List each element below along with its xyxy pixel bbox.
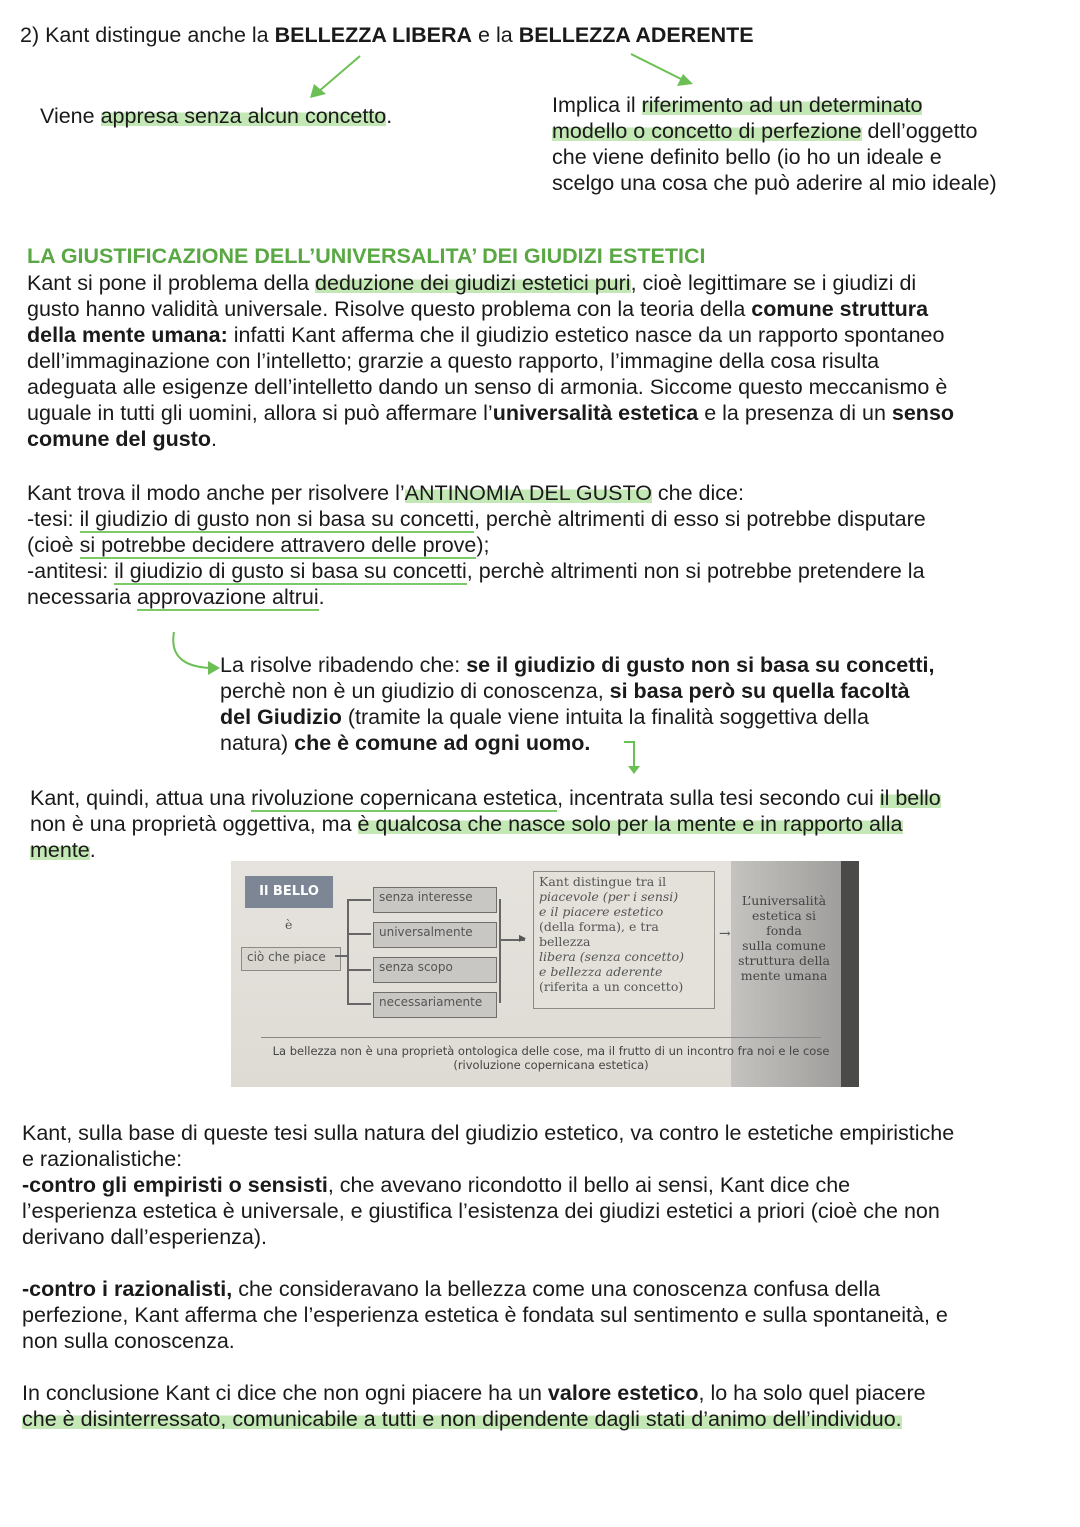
diagram-verb: è	[285, 917, 293, 932]
kant-line: Kant distingue tra il	[539, 874, 667, 889]
kant-line: piacevole (per i sensi)	[539, 889, 679, 904]
diagram-item-2: universalmente	[373, 922, 497, 948]
connector-2	[347, 933, 371, 935]
libera-description: Viene appresa senza alcun concetto.	[40, 104, 393, 128]
connector-right-vertical	[499, 899, 501, 1003]
connector-vertical	[347, 899, 349, 1003]
intro-line: 2) Kant distingue anche la BELLEZZA LIBERA e la BELLEZZA ADERENTE	[20, 23, 754, 47]
kant-line: (della forma), e tra bellezza	[539, 919, 659, 949]
paragraph-resolution: La risolve ribadendo che: se il giudizio di gusto non si basa su concetti, perchè non è un giudizio di conoscenza, si basa però su quella facoltà del Giudizio (tramite la quale viene intuita la finalità soggettiva della natura) che è comune ad ogni uomo.	[220, 653, 935, 755]
kant-line: (riferita a un concetto)	[539, 979, 684, 994]
diagram-item-1: senza interesse	[373, 887, 497, 913]
paragraph-universality: Kant si pone il problema della deduzione dei giudizi estetici puri, cioè legittimare se i giudizi di gusto hanno validità universale. Risolve questo problema con la teoria della comune struttura della mente umana: infatti Kant afferma che il giudizio estetico nasce da un rapporto spontaneo dell’immaginazione con l’intelletto; grarzie a questo rapporto, l’immagine della cosa risulta adeguata alle esigenze dell’intelletto dando un senso di armonia. Siccome questo meccanismo è uguale in tutti gli uomini, allora si può affermare l’universalità estetica e la presenza di un senso comune del gusto.	[27, 271, 955, 451]
connector-1	[347, 899, 371, 901]
aderente-description: Implica il riferimento ad un determinato modello o concetto di perfezione dell’oggetto che viene definito bello (io ho un ideale e scelgo una cosa che può aderire al mio ideale)	[552, 93, 997, 195]
caption-rule	[261, 1037, 821, 1038]
kant-line: e il piacere estetico	[539, 904, 664, 919]
curved-arrow-icon	[166, 630, 226, 680]
diagram-caption: La bellezza non è una proprietà ontologica delle cose, ma il frutto di un incontro fra noi e le cose (rivoluzione copernicana estetica)	[272, 1044, 830, 1072]
diagram-source-box: ciò che piace	[241, 947, 341, 971]
arrow-down-icon	[622, 738, 646, 778]
diagram-universality: L’universalità estetica si fonda sulla comune struttura della mente umana	[738, 893, 830, 983]
section-title: LA GIUSTIFICAZIONE DELL’UNIVERSALITA’ DEI GIUDIZI ESTETICI	[27, 244, 706, 268]
textbook-diagram-photo	[231, 861, 859, 1087]
kant-line: e bellezza aderente	[539, 964, 663, 979]
diagram-item-4: necessariamente	[373, 992, 497, 1018]
arrow-down-right-icon	[625, 48, 705, 93]
diagram-kant-box	[533, 871, 715, 1009]
paragraph-antinomy: Kant trova il modo anche per risolvere l’ANTINOMIA DEL GUSTO che dice: -tesi: il giudizio di gusto non si basa su concetti, perchè altrimenti di esso si potrebbe disputare (cioè si potrebbe decidere attravero delle prove); -antitesi: il giudizio di gusto si basa su concetti, perchè altrimenti non si potrebbe pretendere la necessaria approvazione altrui.	[27, 481, 926, 609]
page-edge	[841, 861, 859, 1087]
diagram-title: Il BELLO	[245, 876, 333, 908]
diagram-item-3: senza scopo	[373, 957, 497, 983]
arrow-down-left-icon	[300, 50, 380, 105]
paragraph-contro: Kant, sulla base di queste tesi sulla natura del giudizio estetico, va contro le estetiche empiristiche e razionalistiche: -contro gli empiristi o sensisti, che avevano ricondotto il bello ai sensi, Kant dice che l’esperienza estetica è universale, e giustifica l’esistenza dei giudizi estetici a priori (cioè che non derivano dall’esperienza). -contro i razionalisti, che consideravano la bellezza come una conoscenza confusa della perfezione, Kant afferma che l’esperienza estetica è fondata sul sentimento e sulla spontaneità, e non sulla conoscenza. In conclusione Kant ci dice che non ogni piacere ha un valore estetico, lo ha solo quel piacere che è disinterressato, comunicabile a tutti e non dipendente dagli stati d’animo dell’individuo.	[22, 1121, 955, 1431]
arrow-right-icon: →	[719, 926, 731, 942]
arrow-right-icon: ▸	[519, 930, 527, 946]
connector-source	[335, 955, 349, 957]
connector-4	[347, 1003, 371, 1005]
connector-3	[347, 969, 371, 971]
kant-line: libera (senza concetto)	[539, 949, 684, 964]
paragraph-copernican: Kant, quindi, attua una rivoluzione copernicana estetica, incentrata sulla tesi secondo cui il bello non è una proprietà oggettiva, ma è qualcosa che nasce solo per la mente e in rapporto alla mente.	[30, 786, 941, 862]
